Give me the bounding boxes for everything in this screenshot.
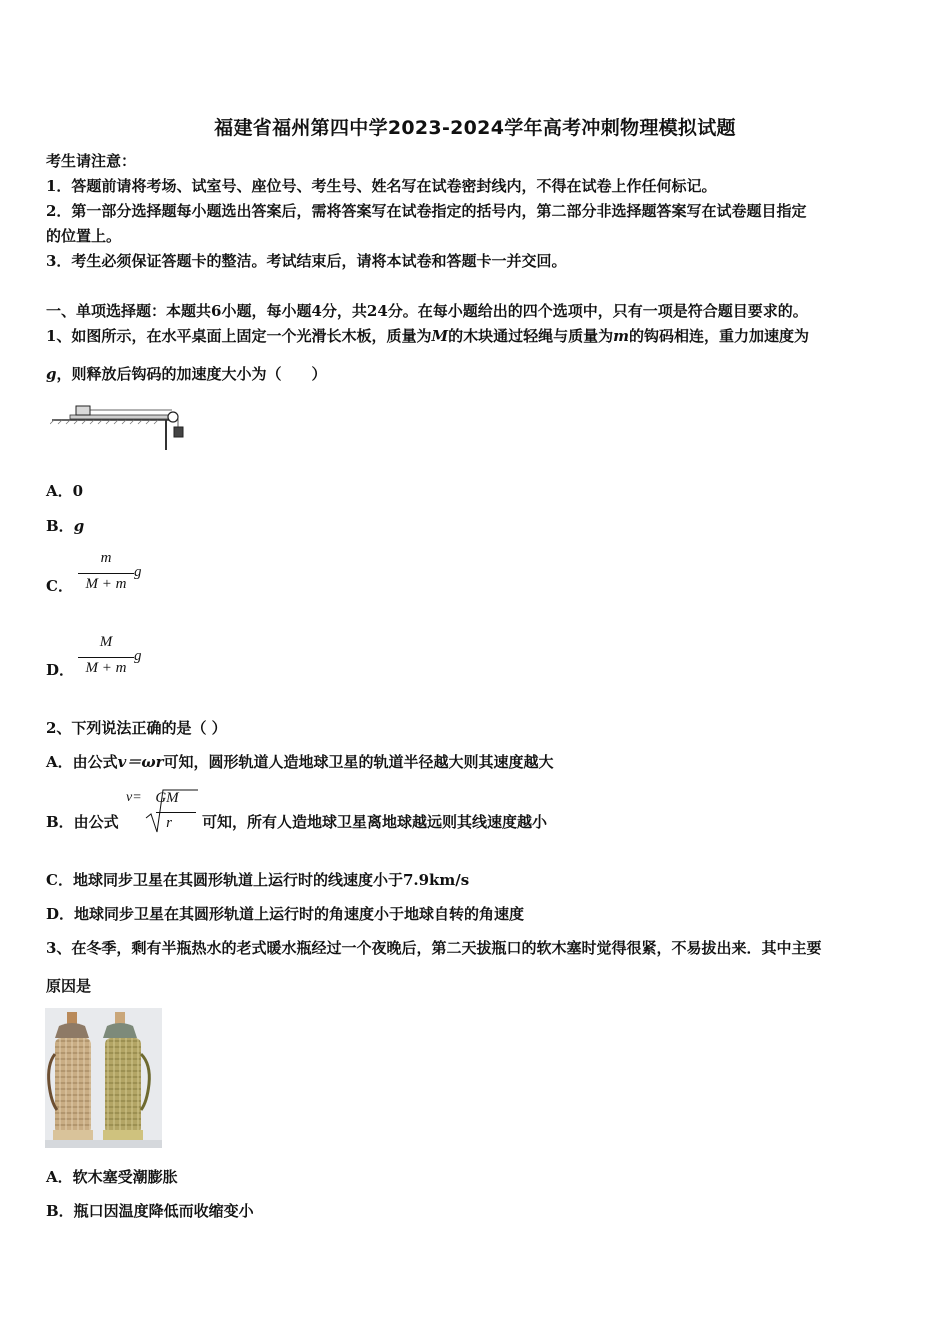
q1-option-b[interactable]: B．g bbox=[46, 517, 85, 535]
q1-option-d-formula: M M + m g bbox=[76, 634, 156, 684]
q2-option-c[interactable]: C．地球同步卫星在其圆形轨道上运行时的线速度小于7.9km/s bbox=[46, 871, 470, 889]
notice-heading: 考生请注意： bbox=[46, 152, 137, 170]
thermos-photo bbox=[45, 1008, 162, 1148]
q2-option-d[interactable]: D．地球同步卫星在其圆形轨道上运行时的角速度小于地球自转的角速度 bbox=[46, 905, 525, 923]
q1-diagram bbox=[50, 400, 190, 454]
notice-item: 1．答题前请将考场、试室号、座位号、考生号、姓名写在试卷密封线内，不得在试卷上作任何标记。 bbox=[46, 177, 717, 195]
q1-stem-line2: g，则释放后钩码的加速度大小为（ ） bbox=[46, 365, 327, 383]
q2-option-b-label[interactable]: B．由公式 bbox=[46, 813, 119, 831]
q2-option-b-formula: v= GM r bbox=[126, 786, 206, 836]
section-heading: 一、单项选择题：本题共6小题，每小题4分，共24分。在每小题给出的四个选项中，只有一项是符合题目要求的。 bbox=[46, 302, 808, 320]
q3-stem-line2: 原因是 bbox=[46, 977, 92, 995]
q3-option-b[interactable]: B．瓶口因温度降低而收缩变小 bbox=[46, 1202, 254, 1220]
q3-option-a[interactable]: A．软木塞受潮膨胀 bbox=[46, 1168, 178, 1186]
q1-option-a[interactable]: A．0 bbox=[46, 482, 84, 500]
notice-item: 的位置上。 bbox=[46, 227, 122, 245]
q2-stem: 2、下列说法正确的是（ ） bbox=[46, 719, 227, 737]
q1-option-c-formula: m M + m g bbox=[76, 550, 156, 600]
q1-option-d-label[interactable]: D． bbox=[46, 661, 75, 679]
notice-item: 3．考生必须保证答题卡的整洁。考试结束后，请将本试卷和答题卡一并交回。 bbox=[46, 252, 567, 270]
q2-option-b-text: 可知，所有人造地球卫星离地球越远则其线速度越小 bbox=[202, 813, 548, 831]
page-title: 福建省福州第四中学2023-2024学年高考冲刺物理模拟试题 bbox=[214, 117, 736, 139]
q1-stem-line1: 1、如图所示，在水平桌面上固定一个光滑长木板，质量为M的木块通过轻绳与质量为m的钩码相连，重力加速度为 bbox=[46, 327, 809, 345]
notice-item: 2．第一部分选择题每小题选出答案后，需将答案写在试卷指定的括号内，第二部分非选择题答案写在试卷题目指定 bbox=[46, 202, 807, 220]
q1-option-c-label[interactable]: C． bbox=[46, 577, 73, 595]
q2-option-a[interactable]: A．由公式v＝ωr可知，圆形轨道人造地球卫星的轨道半径越大则其速度越大 bbox=[46, 753, 554, 771]
q3-stem-line1: 3、在冬季，剩有半瓶热水的老式暖水瓶经过一个夜晚后，第二天拔瓶口的软木塞时觉得很紧，不易拔出来．其中主要 bbox=[46, 939, 822, 957]
